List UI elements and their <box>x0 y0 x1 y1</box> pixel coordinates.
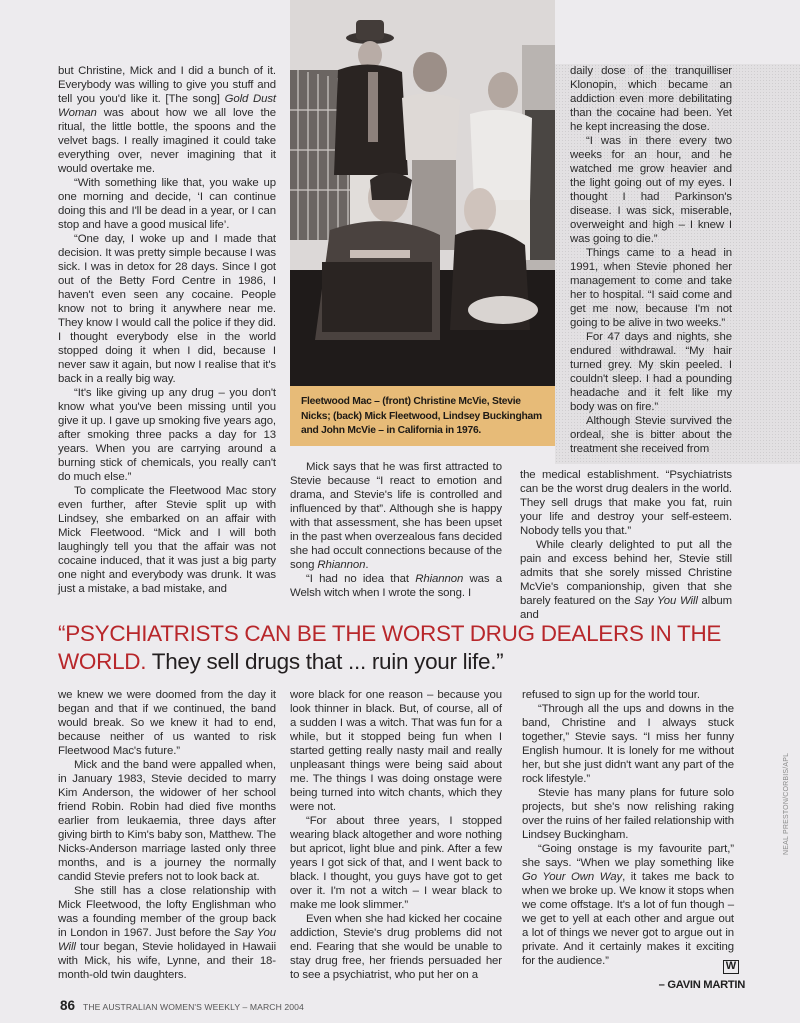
article-paragraph: While clearly delighted to put all the pain and excess behind her, Stevie still admits that she sorely missed Christine McVie's companionship, given that she barely featured on the Say You Will album and <box>520 539 732 621</box>
publication-name: THE AUSTRALIAN WOMEN'S WEEKLY – MARCH 2004 <box>83 1002 304 1012</box>
article-paragraph: For 47 days and nights, she endured withdrawal. “My hair turned grey. My skin peeled. I couldn't sleep. I had a pounding headache and it felt like my body was on fire.” <box>570 331 732 413</box>
article-paragraph: Even when she had kicked her cocaine addiction, Stevie's drug problems did not end. Fearing that she would be unable to stay drug free, her friends persuaded her to see a psychiatrist, who put her on a <box>290 913 502 981</box>
pull-quote <box>58 620 758 676</box>
pull-quote-text: They sell drugs that ... ruin your life.” <box>146 649 504 674</box>
photo-credit: NEAL PRESTON/CORBIS/APL <box>783 752 790 855</box>
column-3-top-wide <box>520 468 732 622</box>
page-number: 86 <box>60 998 76 1013</box>
photo-caption: Fleetwood Mac – (front) Christine McVie, Stevie Nicks; (back) Mick Fleetwood, Lindsey Buckingham and John McVie – in California in 1976. <box>290 386 555 446</box>
article-paragraph: Stevie has many plans for future solo projects, but she's now relishing raking over the ruins of her failed relationship with Lindsey Buckingham. <box>522 787 734 841</box>
article-paragraph: “I had no idea that Rhiannon was a Welsh witch when I wrote the song. I <box>290 573 502 599</box>
article-paragraph: but Christine, Mick and I did a bunch of it. Everybody was willing to give you stuff and tell you you'd like it. [The song] Gold Dust Woman was about how we all love the ritual, the little bottle, the spoons and the velvet bags. I really imagined it could take everything over, never imagining that it would overtake me. <box>58 65 276 175</box>
article-paragraph: Mick says that he was first attracted to Stevie because “I react to emotion and drama, and Stevie's life is controlled and influenced by that”. Although she is happy with that assessment, she has been upset in the past when overzealous fans decided she had occult connections because of the song Rhiannon. <box>290 461 502 571</box>
article-paragraph: “With something like that, you wake up one morning and decide, ‘I can continue doing this and I'll be dead in a year, or I can stop and have a good musical life’. <box>58 177 276 231</box>
article-paragraph: “It's like giving up any drug – you don't know what you've been missing until you give it up. I gave up smoking five years ago, after smoking three packs a day for 13 years. When you are carrying around a burning stick of chemicals, you really can't do much else.” <box>58 387 276 483</box>
article-paragraph: the medical establishment. “Psychiatrists can be the worst drug dealers in the world. They sell drugs that make you fat, ruin your life and destroy your self-esteem. Nobody tells you that.” <box>520 469 732 537</box>
column-3-bottom <box>522 688 734 968</box>
column-1-top <box>58 64 276 596</box>
article-paragraph: “Through all the ups and downs in the band, Christine and I always stuck together,” Stevie says. “I miss her funny English humour. It is lonely for me without her, but she just didn't want any part of the rock lifestyle.” <box>522 703 734 785</box>
page-footer <box>60 998 304 1013</box>
article-paragraph: we knew we were doomed from the day it began and that if we continued, the band would break. So we knew it had to end, because neither of us wanted to risk Fleetwood Mac's future.” <box>58 689 276 757</box>
article-paragraph: Mick and the band were appalled when, in January 1983, Stevie decided to marry Kim Anderson, the widower of her school friend Robin. Robin had died five months earlier from leukaemia, three days after giving birth to Kim's baby son, Matthew. The Nicks-Anderson marriage lasted only three months, and is a journey the normally candid Stevie prefers not to look back at. <box>58 759 276 883</box>
article-paragraph: “I was in there every two weeks for an hour, and he watched me grow heavier and the light going out of my eyes. I thought I had Parkinson's disease. I was sick, miserable, overweight and high – I knew I was going to die.” <box>570 135 732 245</box>
band-photo-image <box>290 0 555 386</box>
column-3-top-narrow <box>570 64 732 456</box>
article-paragraph: “Going onstage is my favourite part,” she says. “When we play something like Go Your Own Way, it takes me back to when we broke up. We know it stops when we come offstage. It's a lot of fun though – we get to yell at each other and argue out a lot of things we never got to argue out in private. And it certainly makes it exciting for the audience.” <box>522 843 734 967</box>
article-paragraph: refused to sign up for the world tour. <box>522 689 700 701</box>
column-2-top <box>290 460 502 600</box>
article-paragraph: Things came to a head in 1991, when Stevie phoned her management to come and take her to hospital. “I said come and get me now, because I'm not going to be alive in two weeks.” <box>570 247 732 329</box>
article-paragraph: “One day, I woke up and I made that decision. It was pretty simple because I was sick. I was in detox for 28 days. Since I got out of the Betty Ford Centre in 1986, I haven't even seen any cocaine. People know not to bring it anywhere near me. They know I would call the police if they did. I thought everybody else in the world stopped doing it when I did, because I never saw it again, but now I realise that it's back in a really big way. <box>58 233 276 385</box>
article-paragraph: daily dose of the tranquilliser Klonopin, which became an addiction even more debilitating than the cocaine had been. Yet he kept increasing the dose. <box>570 65 732 133</box>
band-photo <box>290 0 555 386</box>
article-paragraph: She still has a close relationship with Mick Fleetwood, the lofty Englishman who was a founding member of the group back in London in 1967. Just before the Say You Will tour began, Stevie holidayed in Hawaii with Mick, his wife, Lynne, and their 18-month-old twin daughters. <box>58 885 276 981</box>
article-paragraph: To complicate the Fleetwood Mac story even further, after Stevie split up with Lindsey, she embarked on an affair with Mick Fleetwood. “Mick and I will both laughingly tell you that the affair was not cocaine induced, that it was just a big party one night and everybody was drunk. It was just a mistake, a bad mistake, and <box>58 485 276 595</box>
article-paragraph: Although Stevie survived the ordeal, she is bitter about the treatment she received from <box>570 415 732 455</box>
column-2-bottom <box>290 688 502 982</box>
article-paragraph: wore black for one reason – because you look thinner in black. But, of course, all of a sudden I was a witch. That was fun for a while, but it stopped being fun when I started getting really nasty mail and really unpleasant things were being said about me. The things I was doing onstage were being turned into witch chants, which they were not. <box>290 689 502 813</box>
end-mark-icon: W <box>723 960 739 974</box>
column-1-bottom <box>58 688 276 982</box>
author-byline: – GAVIN MARTIN <box>658 979 745 991</box>
article-paragraph: “For about three years, I stopped wearing black altogether and wore nothing but apricot, light blue and pink. After a few years I got sick of that, and I went back to black. I thought, you guys have got to get over it. I'm not a witch – I wear black to make me look slimmer.” <box>290 815 502 911</box>
pull-quote-highlight: “PSYCHIATRISTS CAN BE THE WORST DRUG DEALERS IN THE WORLD. <box>58 621 722 674</box>
